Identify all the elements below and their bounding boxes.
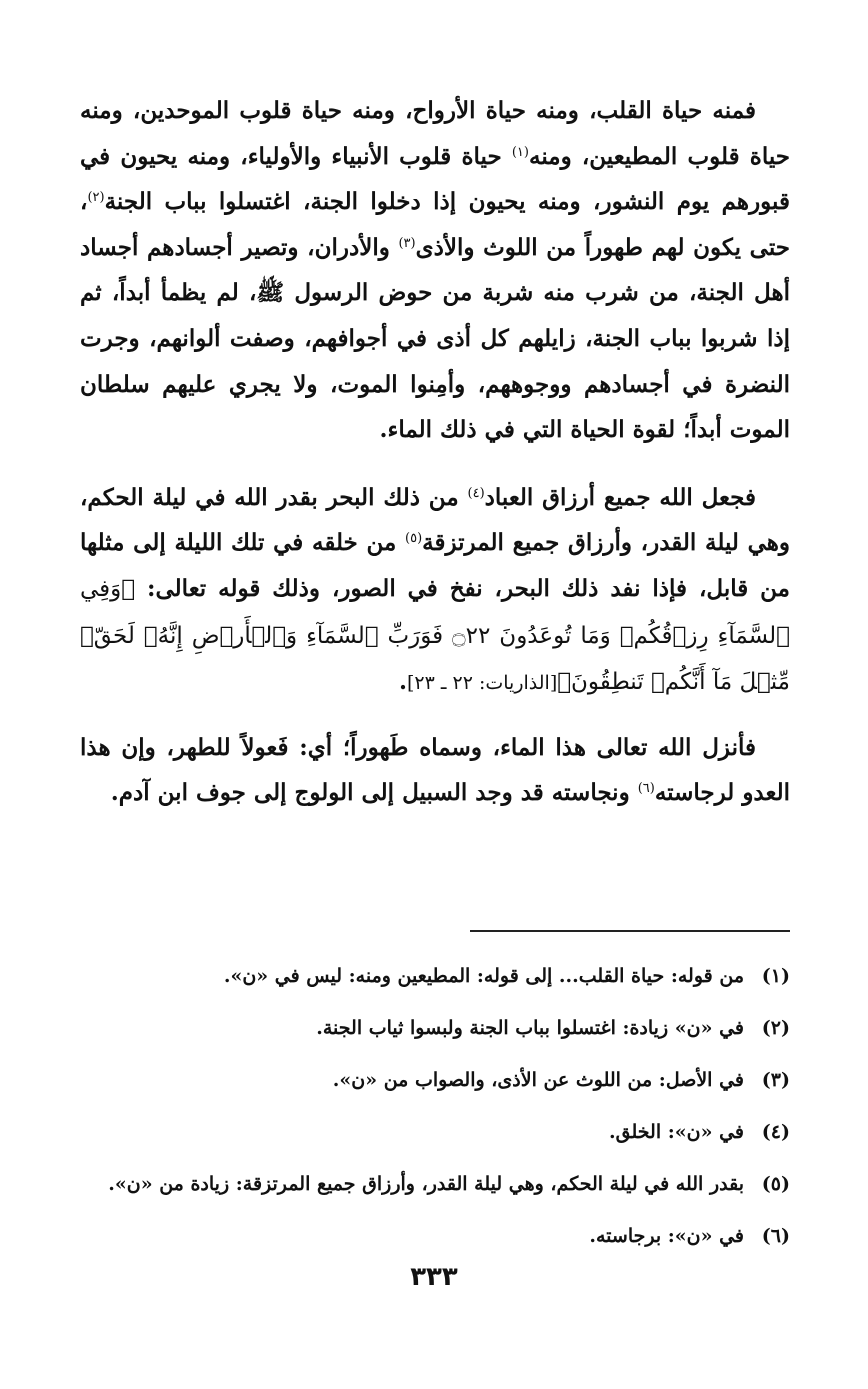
footnote-number: (١) <box>761 965 790 987</box>
footnote-6 <box>80 1210 790 1262</box>
paragraph-3-text-a: فأنزل الله تعالى هذا الماء، وسماه طَهوراً؛ أي: فَعولاً للطهر، وإن هذا العدو لرجاسته <box>80 733 790 807</box>
footnote-number: (٢) <box>761 1017 790 1039</box>
page-number: ٣٣٣ <box>410 1262 458 1292</box>
footnote-marker-2: (٢) <box>87 190 105 206</box>
footnote-2 <box>80 1002 790 1054</box>
footnote-number: (٣) <box>761 1069 790 1091</box>
footnote-text: في الأصل: من اللوث عن الأذى، والصواب من «ن». <box>332 1069 744 1091</box>
main-text <box>80 88 790 816</box>
paragraph-1 <box>80 88 790 453</box>
paragraph-1-text-b: حياة قلوب الأنبياء والأولياء، ومنه يحيون في قبورهم يوم النشور، ومنه يحيون إذا دخلوا الجنة، اغتسلوا بباب الجنة <box>80 142 790 216</box>
paragraph-1-text-a: فمنه حياة القلب، ومنه حياة الأرواح، ومنه حياة قلوب الموحدين، ومنه حياة قلوب المطيعين، ومنه <box>80 97 790 170</box>
footnote-number: (٤) <box>761 1121 790 1143</box>
footnote-3 <box>80 1054 790 1106</box>
footnote-number: (٥) <box>761 1173 790 1195</box>
footnote-marker-5: (٥) <box>405 531 423 547</box>
paragraph-3-text-b: ونجاسته قد وجد السبيل إلى الولوج إلى جوف ابن آدم. <box>110 779 638 807</box>
quran-verse: ﴿وَفِي ٱلسَّمَآءِ رِزۡقُكُمۡ وَمَا تُوعَدُونَ ۝٢٢ فَوَرَبِّ ٱلسَّمَآءِ وَٱلۡأَرۡضِ إِنَّهُۥ لَحَقّٞ مِّثۡلَ مَآ أَنَّكُمۡ تَنطِقُونَ﴾ <box>80 575 790 696</box>
footnote-number: (٦) <box>761 1225 790 1247</box>
paragraph-2-text-a: فجعل الله جميع أرزاق العباد <box>484 483 756 511</box>
footnote-1 <box>80 950 790 1002</box>
footnote-text: في «ن»: الخلق. <box>609 1121 744 1143</box>
footnote-divider <box>470 930 790 932</box>
paragraph-3 <box>80 725 790 816</box>
footnote-text: في «ن»: برجاسته. <box>589 1225 744 1247</box>
footnote-text: من قوله: حياة القلب... إلى قوله: المطيعين ومنه: ليس في «ن». <box>223 965 744 987</box>
paragraph-2 <box>80 475 790 707</box>
footnote-marker-6: (٦) <box>637 781 655 797</box>
paragraph-1-text-c: ، حتى يكون لهم طهوراً من اللوث والأذى <box>80 188 790 261</box>
paragraph-2-text-c: من خلقه في تلك الليلة إلى مثلها من قابل، فإذا نفد ذلك البحر، نفخ في الصور، وذلك قوله تعالى: <box>80 529 790 602</box>
footnote-5 <box>80 1158 790 1210</box>
footnote-marker-4: (٤) <box>467 485 485 501</box>
verse-reference: [الذاريات: ٢٢ ـ ٢٣] <box>407 672 558 695</box>
paragraph-2-end: . <box>398 668 407 696</box>
footnote-marker-1: (١) <box>511 144 529 160</box>
footnote-text: في «ن» زيادة: اغتسلوا بباب الجنة ولبسوا ثياب الجنة. <box>316 1017 744 1039</box>
footnotes-list <box>80 950 790 1262</box>
paragraph-2-text-b: من ذلك البحر بقدر الله في ليلة الحكم، وهي ليلة القدر، وأرزاق جميع المرتزقة <box>80 483 790 557</box>
footnote-4 <box>80 1106 790 1158</box>
footnote-marker-3: (٣) <box>398 235 416 251</box>
paragraph-1-text-d: والأدران، وتصير أجسادهم أجساد أهل الجنة، من شرب منه شربة من حوض الرسول ﷺ، لم يظمأ أبداً، ثم إذا شربوا بباب الجنة، زايلهم كل أذى في أجوافهم، وصفت ألوانهم، وجرت النضرة في أجسادهم ووجوههم، وأمِنوا الموت، ولا يجري عليهم سلطان الموت أبداً؛ لقوة الحياة التي في ذلك الماء. <box>80 233 790 444</box>
footnote-text: بقدر الله في ليلة الحكم، وهي ليلة القدر، وأرزاق جميع المرتزقة: زيادة من «ن». <box>108 1173 744 1195</box>
